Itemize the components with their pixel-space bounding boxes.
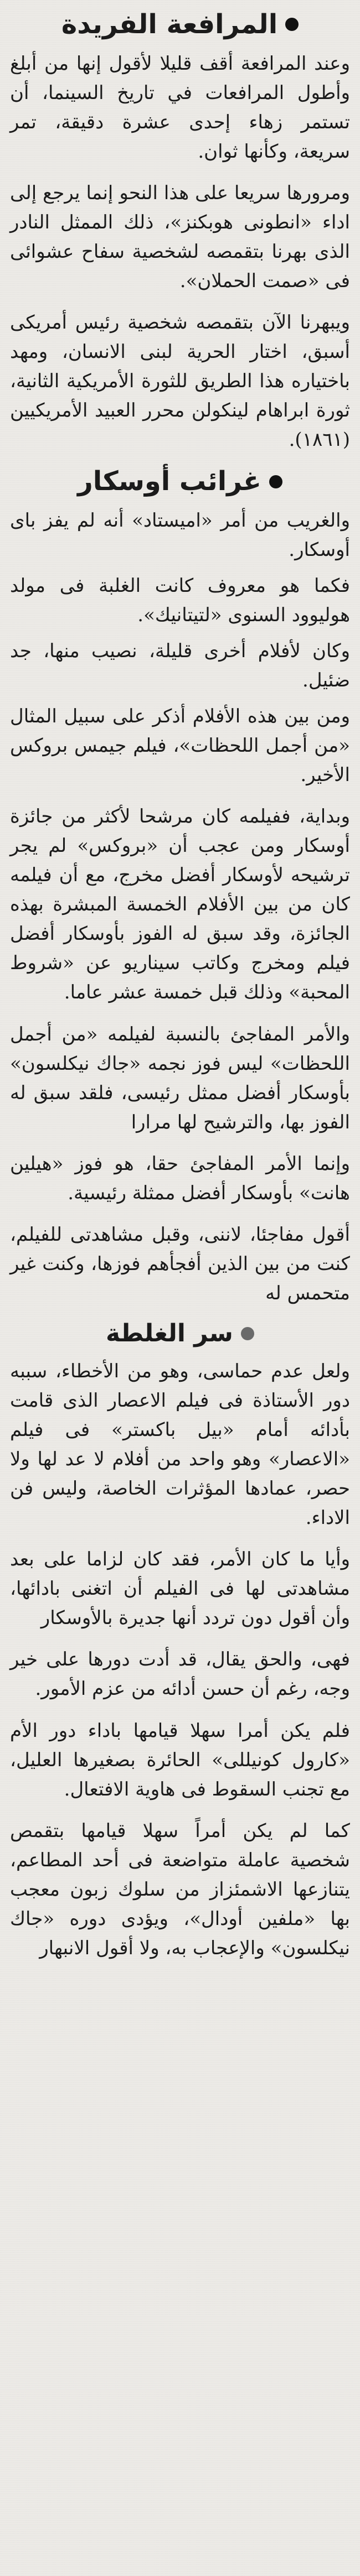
paragraph: وعند المرافعة أقف قليلا لأقول إنها من أبلغ وأطول المرافعات في تاريخ السينما، أن تستمر زهاء إحدى عشرة دقيقة، تمر سريعة، وكأنها ثوان. <box>10 52 350 163</box>
paragraph: وبداية، ففيلمه كان مرشحا لأكثر من جائزة أوسكار ومن عجب أن «بروكس» لم يجر ترشيحه لأوسكار أفضل مخرج، مع أن فيلمه كان من بين الأفلام الخمسة المبشرة بهذه الجائزة، وقد سبق له الفوز بأوسكار أفضل فيلم ومخرج وكاتب سيناريو عن «شروط المحبة» وذلك قبل خمسة عشر عاما. <box>10 805 350 1004</box>
paragraph: كما لم يكن أمراً سهلا قيامها بتقمص شخصية عاملة متواضعة فى أحد المطاعم، يتنازعها الاشمئزاز من سلوك زبون معجب بها «ملفين أودال»، ويؤدى دوره «جاك نيكلسون» والإعجاب به، ولا أقول الانبهار <box>10 1819 350 1959</box>
section-heading <box>10 467 350 496</box>
bullet-icon <box>241 1327 254 1340</box>
paragraph: ويبهرنا الآن بتقمصه شخصية رئيس أمريكى أسبق، اختار الحرية لبنى الانسان، ومهد باختياره هذا الطريق للثورة الأمريكية الثانية، ثورة ابراهام لينكولن محرر العبيد الأمريكيين (١٨٦١). <box>10 311 350 451</box>
paragraph: أقول مفاجئا، لاننى، وقبل مشاهدتى للفيلم، كنت من بين الذين أفجأهم فوزها، وكنت غير متحمس له <box>10 1223 350 1304</box>
section-oscar-oddities <box>10 467 350 1308</box>
paragraph: فكما هو معروف كانت الغلبة فى مولد هوليوود السنوى «لتيتانيك». <box>10 575 350 627</box>
paragraph: فلم يكن أمرا سهلا قيامها باداء دور الأم «كارول كونيللى» الحائرة بصغيرها العليل، مع تجنب السقوط فى هاوية الافتعال. <box>10 1719 350 1800</box>
bullet-icon <box>269 475 282 488</box>
bullet-icon <box>285 18 299 31</box>
paragraph: وإنما الأمر المفاجئ حقا، هو فوز «هيلين هانت» بأوسكار أفضل ممثلة رئيسية. <box>10 1152 350 1204</box>
section-title: غرائب أوسكار <box>78 466 261 497</box>
paragraph: والغريب من أمر «اميستاد» أنه لم يفز باى أوسكار. <box>10 509 350 561</box>
section-heading <box>10 10 350 39</box>
paragraph: والأمر المفاجئ بالنسبة لفيلمه «من أجمل اللحظات» ليس فوز نجمه «جاك نيكلسون» بأوسكار أفضل ممثل رئيسى، فلقد سبق له الفوز بها، والترشيح لها مرارا <box>10 1023 350 1133</box>
paragraph: ولعل عدم حماسى، وهو من الأخطاء، سببه دور الأستاذة فى فيلم الاعصار الذى قامت بأدائه أمام «بيل باكستر» فى فيلم «الاعصار» وهو واحد من أفلام لا عد لها ولا حصر، عمادها المؤثرات الخاصة، وليس فن الاداء. <box>10 1360 350 1529</box>
section-title: سر الغلطة <box>106 1319 233 1347</box>
paragraph: فهى، والحق يقال، قد أدت دورها على خير وجه، رغم أن حسن أدائه من عزم الأمور. <box>10 1648 350 1700</box>
section-the-unique-plea <box>10 10 350 455</box>
section-heading <box>10 1320 350 1347</box>
paragraph: ومرورها سريعا على هذا النحو إنما يرجع إلى اداء «انطونى هوبكنز»، ذلك الممثل النادر الذى بهرنا بتقمصه لشخصية سفاح عشوائى فى «صمت الحملان». <box>10 181 350 293</box>
section-the-secret-of-the-mistake <box>10 1320 350 1963</box>
paragraph: ومن بين هذه الأفلام أذكر على سبيل المثال «من أجمل اللحظات»، فيلم جيمس بروكس الأخير. <box>10 705 350 787</box>
paragraph: وأيا ما كان الأمر، فقد كان لزاما على بعد مشاهدتى لها فى الفيلم أن اتغنى بادائها، وأن أقول دون تردد أنها جديرة بالأوسكار <box>10 1548 350 1630</box>
paragraph: وكان لأفلام أخرى قليلة، نصيب منها، جد ضئيل. <box>10 640 350 692</box>
section-title: المرافعة الفريدة <box>61 9 278 40</box>
